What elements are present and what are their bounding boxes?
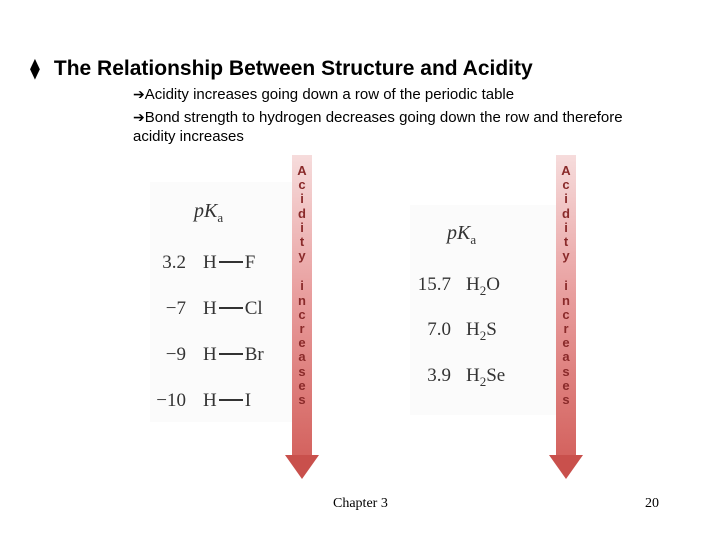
vertical-letter: r	[563, 321, 569, 337]
atom-h: H	[466, 319, 480, 340]
vertical-letter: a	[562, 349, 570, 365]
table-row	[140, 252, 186, 274]
acidity-increases-label-right	[556, 164, 576, 407]
pka-value: −9	[165, 344, 186, 365]
vertical-letter: e	[298, 377, 306, 393]
atom-halogen: F	[244, 252, 256, 273]
vertical-letter: r	[299, 321, 305, 337]
pka-label-sub: a	[217, 210, 224, 225]
pka-label-sub: a	[470, 232, 477, 247]
vertical-letter: s	[298, 392, 306, 408]
atom-h: H	[203, 252, 217, 273]
vertical-letter: e	[562, 335, 570, 351]
vertical-letter: i	[564, 219, 568, 235]
pka-value: 7.0	[427, 319, 451, 340]
subscript-2: 2	[479, 373, 487, 389]
single-bond-line	[219, 353, 243, 355]
vertical-letter: e	[562, 377, 570, 393]
subscript-2: 2	[479, 327, 487, 343]
table-row	[140, 344, 186, 366]
vertical-letter: c	[298, 306, 306, 322]
down-arrow-icon	[285, 455, 319, 479]
pka-header-right	[447, 222, 476, 248]
atom-h: H	[203, 298, 217, 319]
single-bond-line	[219, 307, 243, 309]
atom-chalcogen: O	[486, 274, 500, 295]
atom-h: H	[203, 390, 217, 411]
down-arrow-icon	[549, 455, 583, 479]
atom-chalcogen: S	[486, 319, 497, 340]
vertical-letter: t	[563, 234, 569, 250]
pka-value: 3.2	[162, 252, 186, 273]
table-row	[140, 390, 186, 412]
diamond-bullet-icon: ⧫	[30, 58, 40, 80]
acidity-increases-label-left	[292, 164, 312, 407]
vertical-letter: d	[298, 205, 306, 221]
single-bond-line	[219, 399, 243, 401]
bullet-item-2	[133, 108, 663, 146]
table-row	[405, 319, 451, 341]
vertical-letter: i	[564, 191, 568, 207]
vertical-letter: d	[562, 205, 570, 221]
vertical-letter: c	[298, 177, 306, 193]
molecule-h2s	[466, 319, 497, 344]
atom-h: H	[203, 344, 217, 365]
molecule-hbr	[203, 344, 264, 366]
vertical-letter: i	[564, 278, 568, 294]
atom-h: H	[466, 274, 480, 295]
atom-halogen: I	[244, 390, 252, 411]
single-bond-line	[219, 261, 243, 263]
vertical-letter: i	[300, 219, 304, 235]
vertical-letter: y	[298, 248, 306, 264]
molecule-hf	[203, 252, 255, 274]
atom-halogen: Br	[244, 344, 264, 365]
vertical-letter: A	[297, 163, 307, 178]
vertical-letter: n	[562, 292, 570, 308]
vertical-letter: n	[298, 292, 306, 308]
vertical-letter: e	[298, 335, 306, 351]
right-arrow-bullet-icon: ➔	[133, 86, 145, 102]
bullet-item-1	[133, 85, 514, 104]
table-row	[405, 274, 451, 296]
pka-header-left	[194, 200, 223, 226]
slide-title: The Relationship Between Structure and Acidity	[53, 56, 533, 80]
vertical-letter: s	[562, 392, 570, 408]
pka-value: −10	[156, 390, 186, 411]
pka-label-text: pK	[194, 200, 218, 222]
subscript-2: 2	[479, 282, 487, 298]
vertical-letter: c	[562, 306, 570, 322]
vertical-letter: a	[298, 349, 306, 365]
molecule-hi	[203, 390, 251, 412]
vertical-letter: A	[561, 163, 571, 178]
vertical-letter: s	[298, 363, 306, 379]
table-row	[405, 365, 451, 387]
vertical-letter: i	[300, 191, 304, 207]
vertical-letter: c	[562, 177, 570, 193]
vertical-letter: s	[562, 363, 570, 379]
right-arrow-bullet-icon: ➔	[133, 109, 145, 125]
bullet-text-2: Bond strength to hydrogen decreases going down the row and therefore acidity increases	[133, 109, 623, 145]
molecule-h2o	[466, 274, 500, 299]
slide-title-row	[30, 56, 533, 81]
atom-halogen: Cl	[244, 298, 263, 319]
footer-page-number: 20	[645, 496, 659, 511]
molecule-hcl	[203, 298, 263, 320]
vertical-letter: t	[299, 234, 305, 250]
pka-value: 15.7	[417, 274, 451, 295]
bullet-text-1: Acidity increases going down a row of the periodic table	[144, 86, 515, 103]
pka-label-text: pK	[447, 222, 471, 244]
vertical-letter: i	[300, 278, 304, 294]
vertical-letter: y	[562, 248, 570, 264]
molecule-h2se	[466, 365, 505, 390]
pka-value: −7	[165, 298, 186, 319]
table-row	[140, 298, 186, 320]
footer-chapter: Chapter 3	[333, 496, 388, 511]
atom-h: H	[466, 365, 480, 386]
pka-value: 3.9	[427, 365, 451, 386]
atom-chalcogen: Se	[486, 365, 506, 386]
